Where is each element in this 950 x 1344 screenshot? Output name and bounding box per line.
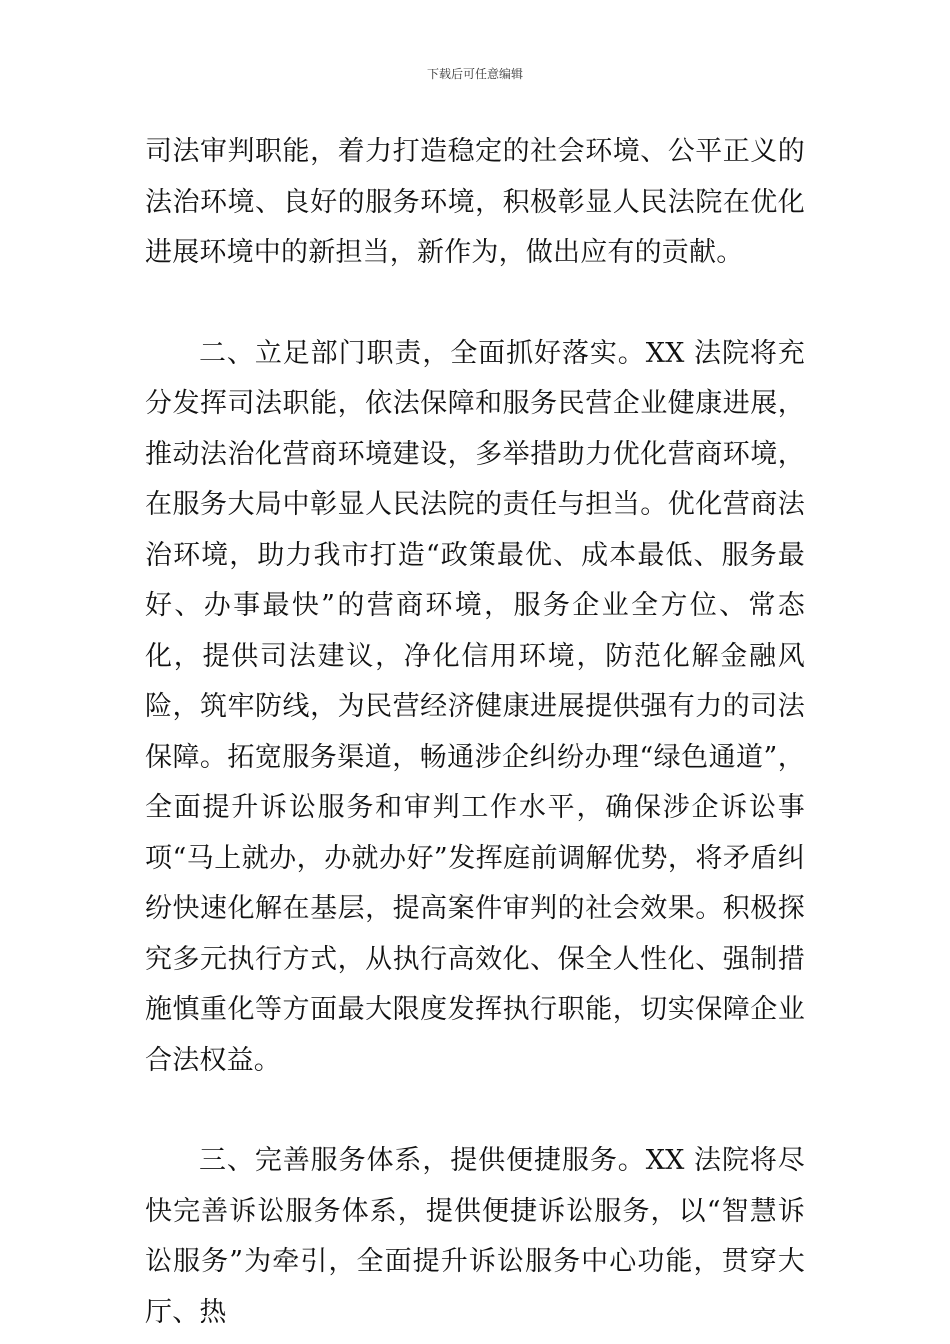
paragraph-continuation: 司法审判职能，着力打造稳定的社会环境、公平正义的法治环境、良好的服务环境，积极彰显人民法院在优化进展环境中的新担当，新作为，做出应有的贡献。 xyxy=(145,136,805,268)
paragraph-section-two: 二、立足部门职责，全面抓好落实。XX 法院将充分发挥司法职能，依法保障和服务民营企业健康进展，推动法治化营商环境建设，多举措助力优化营商环境，在服务大局中彰显人民法院的责任与担当。优化营商法治环境，助力我市打造“政策最优、成本最低、服务最好、办事最快”的营商环境，服务企业全方位、常态化，提供司法建议，净化信用环境，防范化解金融风险，筑牢防线，为民营经济健康进展提供强有力的司法保障。拓宽服务渠道，畅通涉企纠纷办理“绿色通道”，全面提升诉讼服务和审判工作水平，确保涉企诉讼事项“马上就办，办就办好”发挥庭前调解优势，将矛盾纠纷快速化解在基层，提高案件审判的社会效果。积极探究多元执行方式，从执行高效化、保全人性化、强制措施慎重化等方面最大限度发挥执行职能，切实保障企业合法权益。 xyxy=(145,337,805,1076)
page-header-note: 下载后可任意编辑 xyxy=(426,67,523,81)
paragraph-gap xyxy=(145,279,805,329)
document-body xyxy=(145,127,805,1338)
paragraph-section-three: 三、完善服务体系，提供便捷服务。XX 法院将尽快完善诉讼服务体系，提供便捷诉讼服务，以“智慧诉讼服务”为牵引，全面提升诉讼服务中心功能，贯穿大厅、热 xyxy=(145,1145,805,1328)
paragraph-gap xyxy=(145,1086,805,1136)
